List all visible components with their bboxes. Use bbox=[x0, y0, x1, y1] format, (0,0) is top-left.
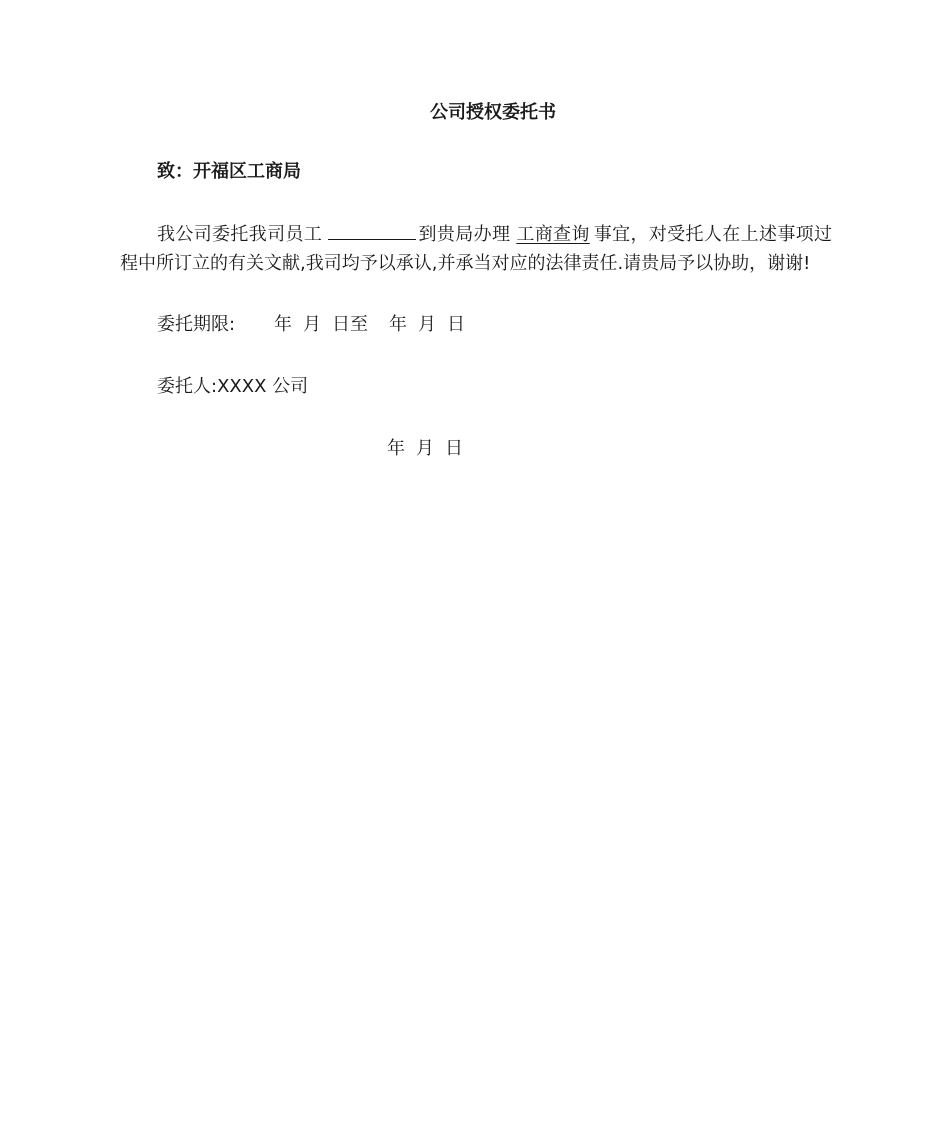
body-text-part1: 我公司委托我司员工 bbox=[157, 224, 323, 245]
body-text-part2: 到贵局办理 bbox=[418, 224, 511, 245]
date-day: 日 bbox=[445, 438, 463, 459]
entruster-label: 委托人: bbox=[157, 376, 218, 397]
period-month-end: 月 bbox=[418, 314, 436, 335]
document-title: 公司授权委托书 bbox=[430, 102, 556, 123]
employee-name-blank bbox=[328, 220, 416, 240]
period-year: 年 bbox=[274, 314, 292, 335]
matter-underlined: 工商查询 bbox=[516, 224, 590, 245]
body-text-part3: 事宜，对受托人在上述事项过程中所订立的有关文献,我司均予以承认,并承当对应的法律责任.请贵局予以协助，谢谢! bbox=[120, 224, 833, 274]
period-day-to: 日至 bbox=[332, 314, 368, 335]
period-label: 委托期限: bbox=[157, 314, 236, 335]
period-line bbox=[157, 311, 465, 339]
date-month: 月 bbox=[416, 438, 434, 459]
entruster-name: XXXX 公司 bbox=[217, 376, 309, 397]
recipient-line: 致：开福区工商局 bbox=[157, 161, 301, 182]
period-year-end: 年 bbox=[389, 314, 407, 335]
date-year: 年 bbox=[387, 438, 405, 459]
body-paragraph bbox=[120, 220, 832, 278]
entruster-line bbox=[157, 373, 308, 401]
signature-date-line bbox=[387, 435, 463, 463]
period-month: 月 bbox=[303, 314, 321, 335]
period-day-end: 日 bbox=[447, 314, 465, 335]
